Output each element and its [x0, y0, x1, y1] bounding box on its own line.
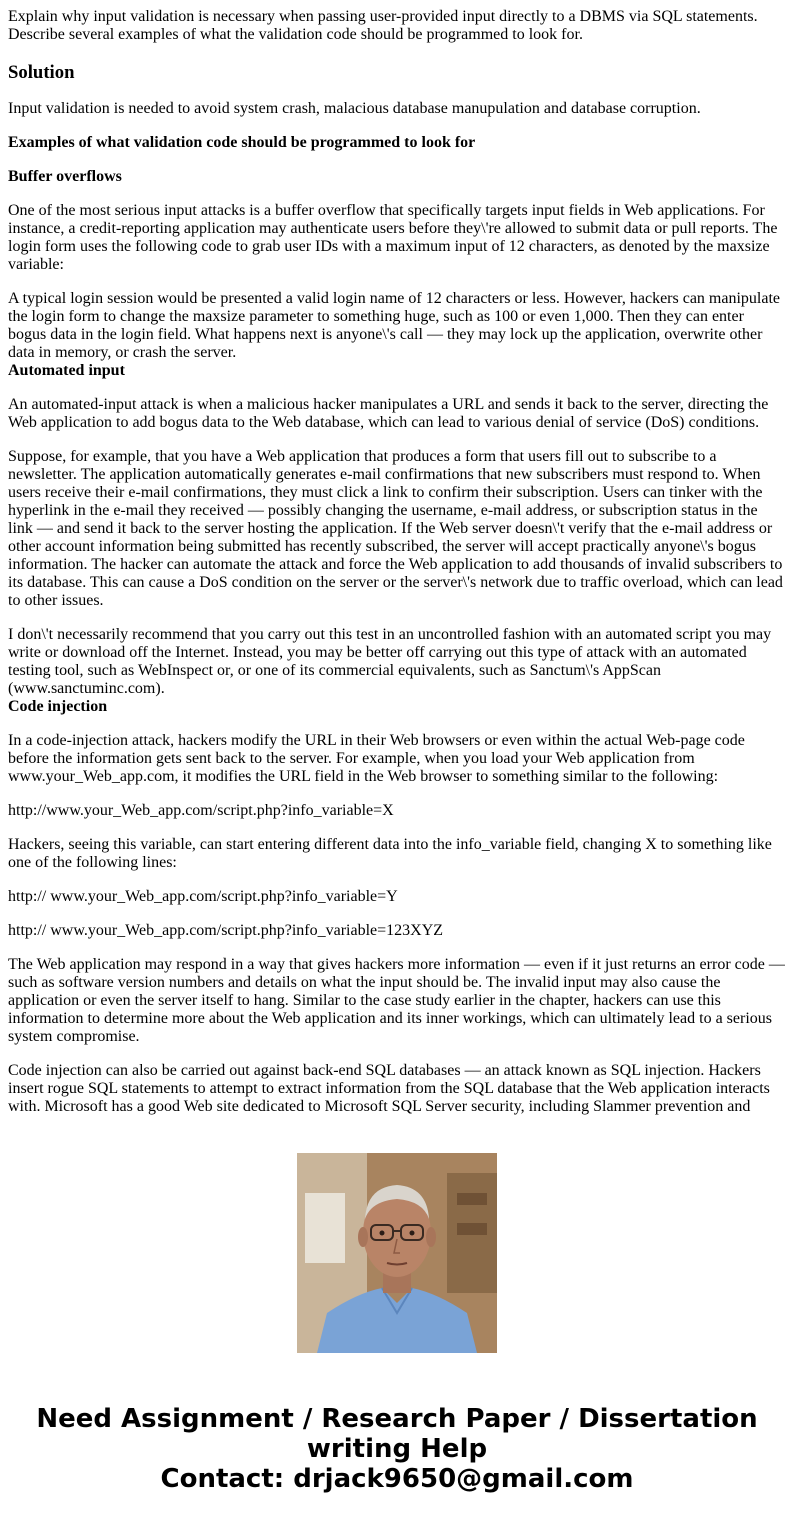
- document-body: [8, 8, 789, 1124]
- code-injection-paragraph-4: Code injection can also be carried out against back-end SQL databases — an attack known as SQL injection. Hackers insert rogue SQL statements to attempt to extract information from the SQL database that the Web application interacts with. Microsoft has a good Web site dedicated to Microsoft SQL Server security, including Slammer prevention and: [8, 1062, 774, 1115]
- promo-line-2: writing Help: [306, 1434, 488, 1464]
- buffer-overflows-heading: Buffer overflows: [8, 168, 122, 185]
- automated-input-paragraph-1: An automated-input attack is when a malicious hacker manipulates a URL and sends it back to the server, directing the Web application to add bogus data to the Web database, which can lead to various denial of service (DoS) conditions.: [8, 396, 773, 431]
- example-url-1: http://www.your_Web_app.com/script.php?info_variable=X: [8, 802, 394, 819]
- promo-line-1: Need Assignment / Research Paper / Dissertation: [36, 1404, 758, 1434]
- automated-input-heading: Automated input: [8, 362, 125, 379]
- buffer-overflows-paragraph-2: A typical login session would be presented a valid login name of 12 characters or less. However, hackers can manipulate the login form to change the maxsize parameter to something huge, such as 100 or even 1,000. Then they can enter bogus data in the login field. What happens next is anyone\'s call — they may lock up the application, overwrite other data in memory, or crash the server.: [8, 290, 785, 361]
- avatar-photo: [297, 1153, 497, 1353]
- example-url-2: http:// www.your_Web_app.com/script.php?info_variable=Y: [8, 888, 398, 905]
- question-text: Explain why input validation is necessary when passing user-provided input directly to a DBMS via SQL statements. Describe several examples of what the validation code should be programmed to look for.: [8, 8, 762, 43]
- intro-paragraph: Input validation is needed to avoid system crash, malacious database manupulation and database corruption.: [8, 100, 701, 117]
- code-injection-heading: Code injection: [8, 698, 108, 715]
- automated-input-paragraph-3: I don\'t necessarily recommend that you carry out this test in an uncontrolled fashion with an automated script you may write or download off the Internet. Instead, you may be better off carrying out this type of attack with an automated testing tool, such as WebInspect or, or one of its commercial equivalents, such as Sanctum\'s AppScan (www.sanctuminc.com).: [8, 626, 776, 697]
- code-injection-paragraph-3: The Web application may respond in a way that gives hackers more information — even if it just returns an error code — such as software version numbers and details on what the input should be. The invalid input may also cause the application or even the server itself to hang. Similar to the case study earlier in the chapter, hackers can use this information to determine more about the Web application and its inner workings, which can ultimately lead to a serious system compromise.: [8, 956, 789, 1045]
- portrait-illustration: [297, 1153, 497, 1353]
- promo-banner: [0, 1124, 794, 1523]
- code-injection-paragraph-1: In a code-injection attack, hackers modify the URL in their Web browsers or even within the actual Web-page code before the information gets sent back to the server. For example, when you load your Web application from www.your_Web_app.com, it modifies the URL field in the Web browser to something similar to the following:: [8, 732, 749, 785]
- examples-heading: Examples of what validation code should be programmed to look for: [8, 134, 476, 151]
- promo-text: [0, 1404, 794, 1494]
- solution-heading: Solution: [8, 62, 75, 83]
- automated-input-paragraph-2: Suppose, for example, that you have a Web application that produces a form that users fill out to subscribe to a newsletter. The application automatically generates e-mail confirmations that new subscribers must respond to. When users receive their e-mail confirmations, they must click a link to confirm their subscription. Users can tinker with the hyperlink in the e-mail they received — possibly changing the username, e-mail address, or subscription status in the link — and send it back to the server hosting the application. If the Web server doesn\'t verify that the e-mail address or other account information being submitted has recently subscribed, the server will accept practically anyone\'s bogus information. The hacker can automate the attack and force the Web application to add thousands of invalid subscribers to its database. This can cause a DoS condition on the server or the server\'s network due to traffic overload, which can lead to other issues.: [8, 448, 787, 609]
- buffer-overflows-paragraph-1: One of the most serious input attacks is a buffer overflow that specifically targets input fields in Web applications. For instance, a credit-reporting application may authenticate users before they\'re allowed to submit data or pull reports. The login form uses the following code to grab user IDs with a maximum input of 12 characters, as denoted by the maxsize variable:: [8, 202, 782, 273]
- example-url-3: http:// www.your_Web_app.com/script.php?info_variable=123XYZ: [8, 922, 444, 939]
- promo-contact-line: Contact: drjack9650@gmail.com: [160, 1464, 634, 1494]
- code-injection-paragraph-2: Hackers, seeing this variable, can start entering different data into the info_variable field, changing X to something like one of the following lines:: [8, 836, 776, 871]
